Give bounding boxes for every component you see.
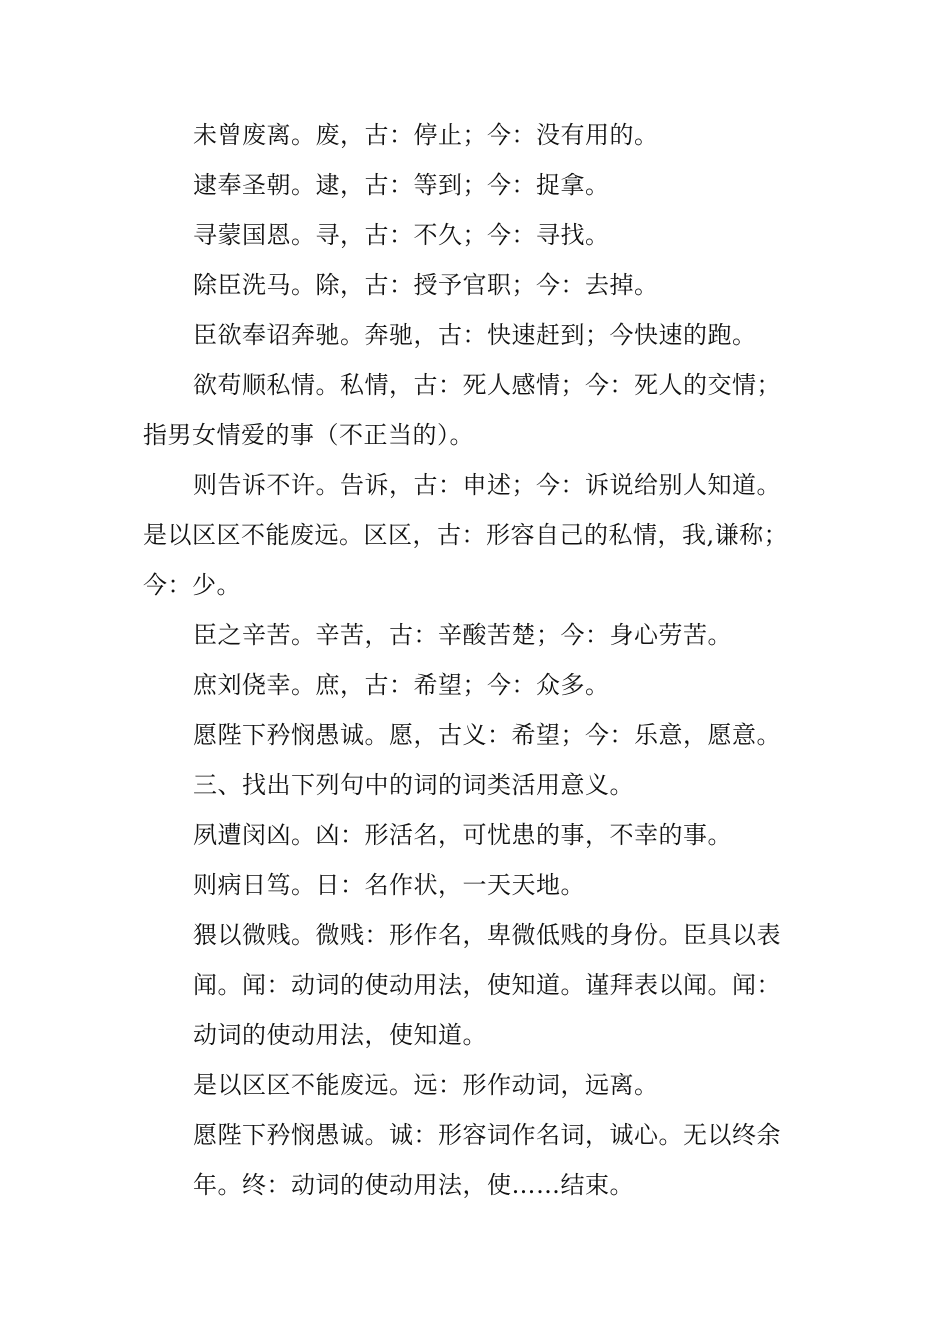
text-line: 年。终：动词的使动用法，使……结束。	[193, 1171, 634, 1199]
text-line: 除臣洗马。除，古：授予官职；今：去掉。	[193, 271, 659, 299]
text-line: 欲苟顺私情。私情，古：死人感情；今：死人的交情；	[193, 371, 781, 399]
text-line: 臣欲奉诏奔驰。奔驰，古：快速赶到；今快速的跑。	[193, 321, 757, 349]
text-line: 愿陛下矜悯愚诚。愿，古义：希望；今：乐意，愿意。	[193, 721, 781, 749]
text-line: 闻。闻：动词的使动用法，使知道。谨拜表以闻。闻：	[193, 971, 781, 999]
text-line: 愿陛下矜悯愚诚。诚：形容词作名词，诚心。无以终余	[193, 1121, 781, 1149]
text-line: 是以区区不能废远。区区，古：形容自己的私情，我,谦称；	[143, 521, 789, 549]
text-line: 猥以微贱。微贱：形作名，卑微低贱的身份。臣具以表	[193, 921, 781, 949]
text-line: 是以区区不能废远。远：形作动词，远离。	[193, 1071, 659, 1099]
text-line: 指男女情爱的事（不正当的）。	[143, 421, 474, 449]
text-line: 逮奉圣朝。逮，古：等到；今：捉拿。	[193, 171, 610, 199]
text-line: 今：少。	[143, 571, 241, 599]
text-line: 未曾废离。废，古：停止；今：没有用的。	[193, 121, 659, 149]
text-line: 臣之辛苦。辛苦，古：辛酸苦楚；今：身心劳苦。	[193, 621, 732, 649]
section-heading: 三、找出下列句中的词的词类活用意义。	[193, 771, 634, 799]
text-line: 庶刘侥幸。庶，古：希望；今：众多。	[193, 671, 610, 699]
text-line: 则告诉不许。告诉，古：申述；今：诉说给别人知道。	[193, 471, 781, 499]
text-line: 寻蒙国恩。寻，古：不久；今：寻找。	[193, 221, 610, 249]
text-line: 动词的使动用法，使知道。	[193, 1021, 487, 1049]
text-line: 则病日笃。日：名作状，一天天地。	[193, 871, 585, 899]
text-line: 夙遭闵凶。凶：形活名，可忧患的事，不幸的事。	[193, 821, 732, 849]
document-body	[143, 110, 813, 1210]
